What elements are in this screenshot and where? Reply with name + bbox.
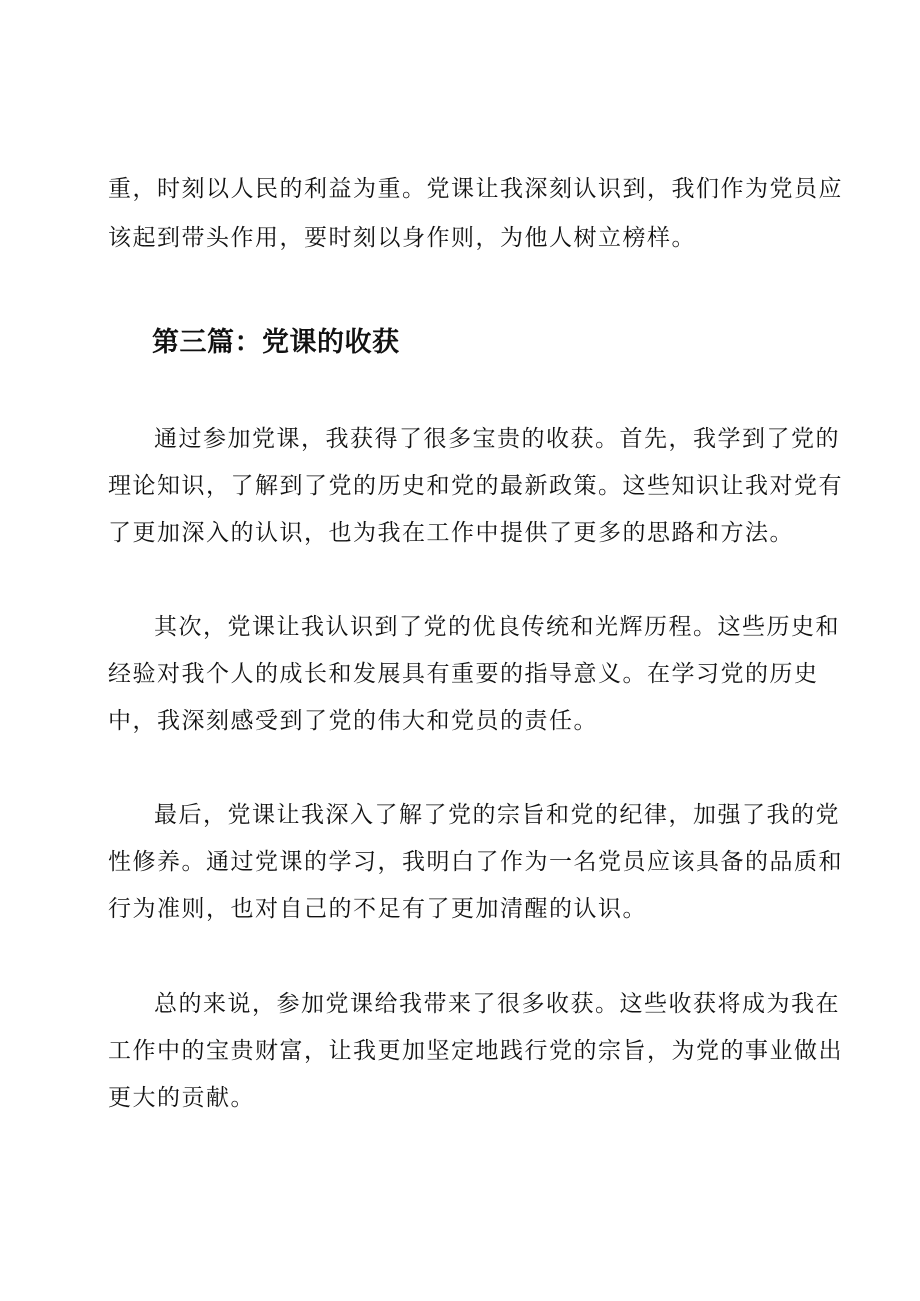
continuation-line-1: 重，时刻以人民的利益为重。党课让我深刻认识到，我们作为党员应 [108, 176, 843, 202]
section-heading: 第三篇：党课的收获 [152, 327, 400, 358]
paragraph-4-line-1: 总的来说，参加党课给我带来了很多收获。这些收获将成为我在 [154, 991, 840, 1017]
paragraph-1-line-3: 了更加深入的认识，也为我在工作中提供了更多的思路和方法。 [108, 520, 794, 546]
paragraph-3-line-2: 性修养。通过党课的学习，我明白了作为一名党员应该具备的品质和 [108, 849, 843, 875]
continuation-line-2: 该起到带头作用，要时刻以身作则，为他人树立榜样。 [108, 225, 696, 251]
paragraph-2-line-1: 其次，党课让我认识到了党的优良传统和光辉历程。这些历史和 [154, 614, 840, 640]
paragraph-2-line-3: 中，我深刻感受到了党的伟大和党员的责任。 [108, 708, 598, 734]
paragraph-3-line-3: 行为准则，也对自己的不足有了更加清醒的认识。 [108, 896, 647, 922]
paragraph-2-line-2: 经验对我个人的成长和发展具有重要的指导意义。在学习党的历史 [108, 661, 819, 687]
paragraph-1-line-2: 理论知识，了解到了党的历史和党的最新政策。这些知识让我对党有 [108, 473, 843, 499]
paragraph-4-line-3: 更大的贡献。 [108, 1085, 255, 1111]
paragraph-3-line-1: 最后，党课让我深入了解了党的宗旨和党的纪律，加强了我的党 [154, 802, 840, 828]
paragraph-4-line-2: 工作中的宝贵财富，让我更加坚定地践行党的宗旨，为党的事业做出 [108, 1038, 843, 1064]
paragraph-1-line-1: 通过参加党课，我获得了很多宝贵的收获。首先，我学到了党的 [154, 426, 840, 452]
